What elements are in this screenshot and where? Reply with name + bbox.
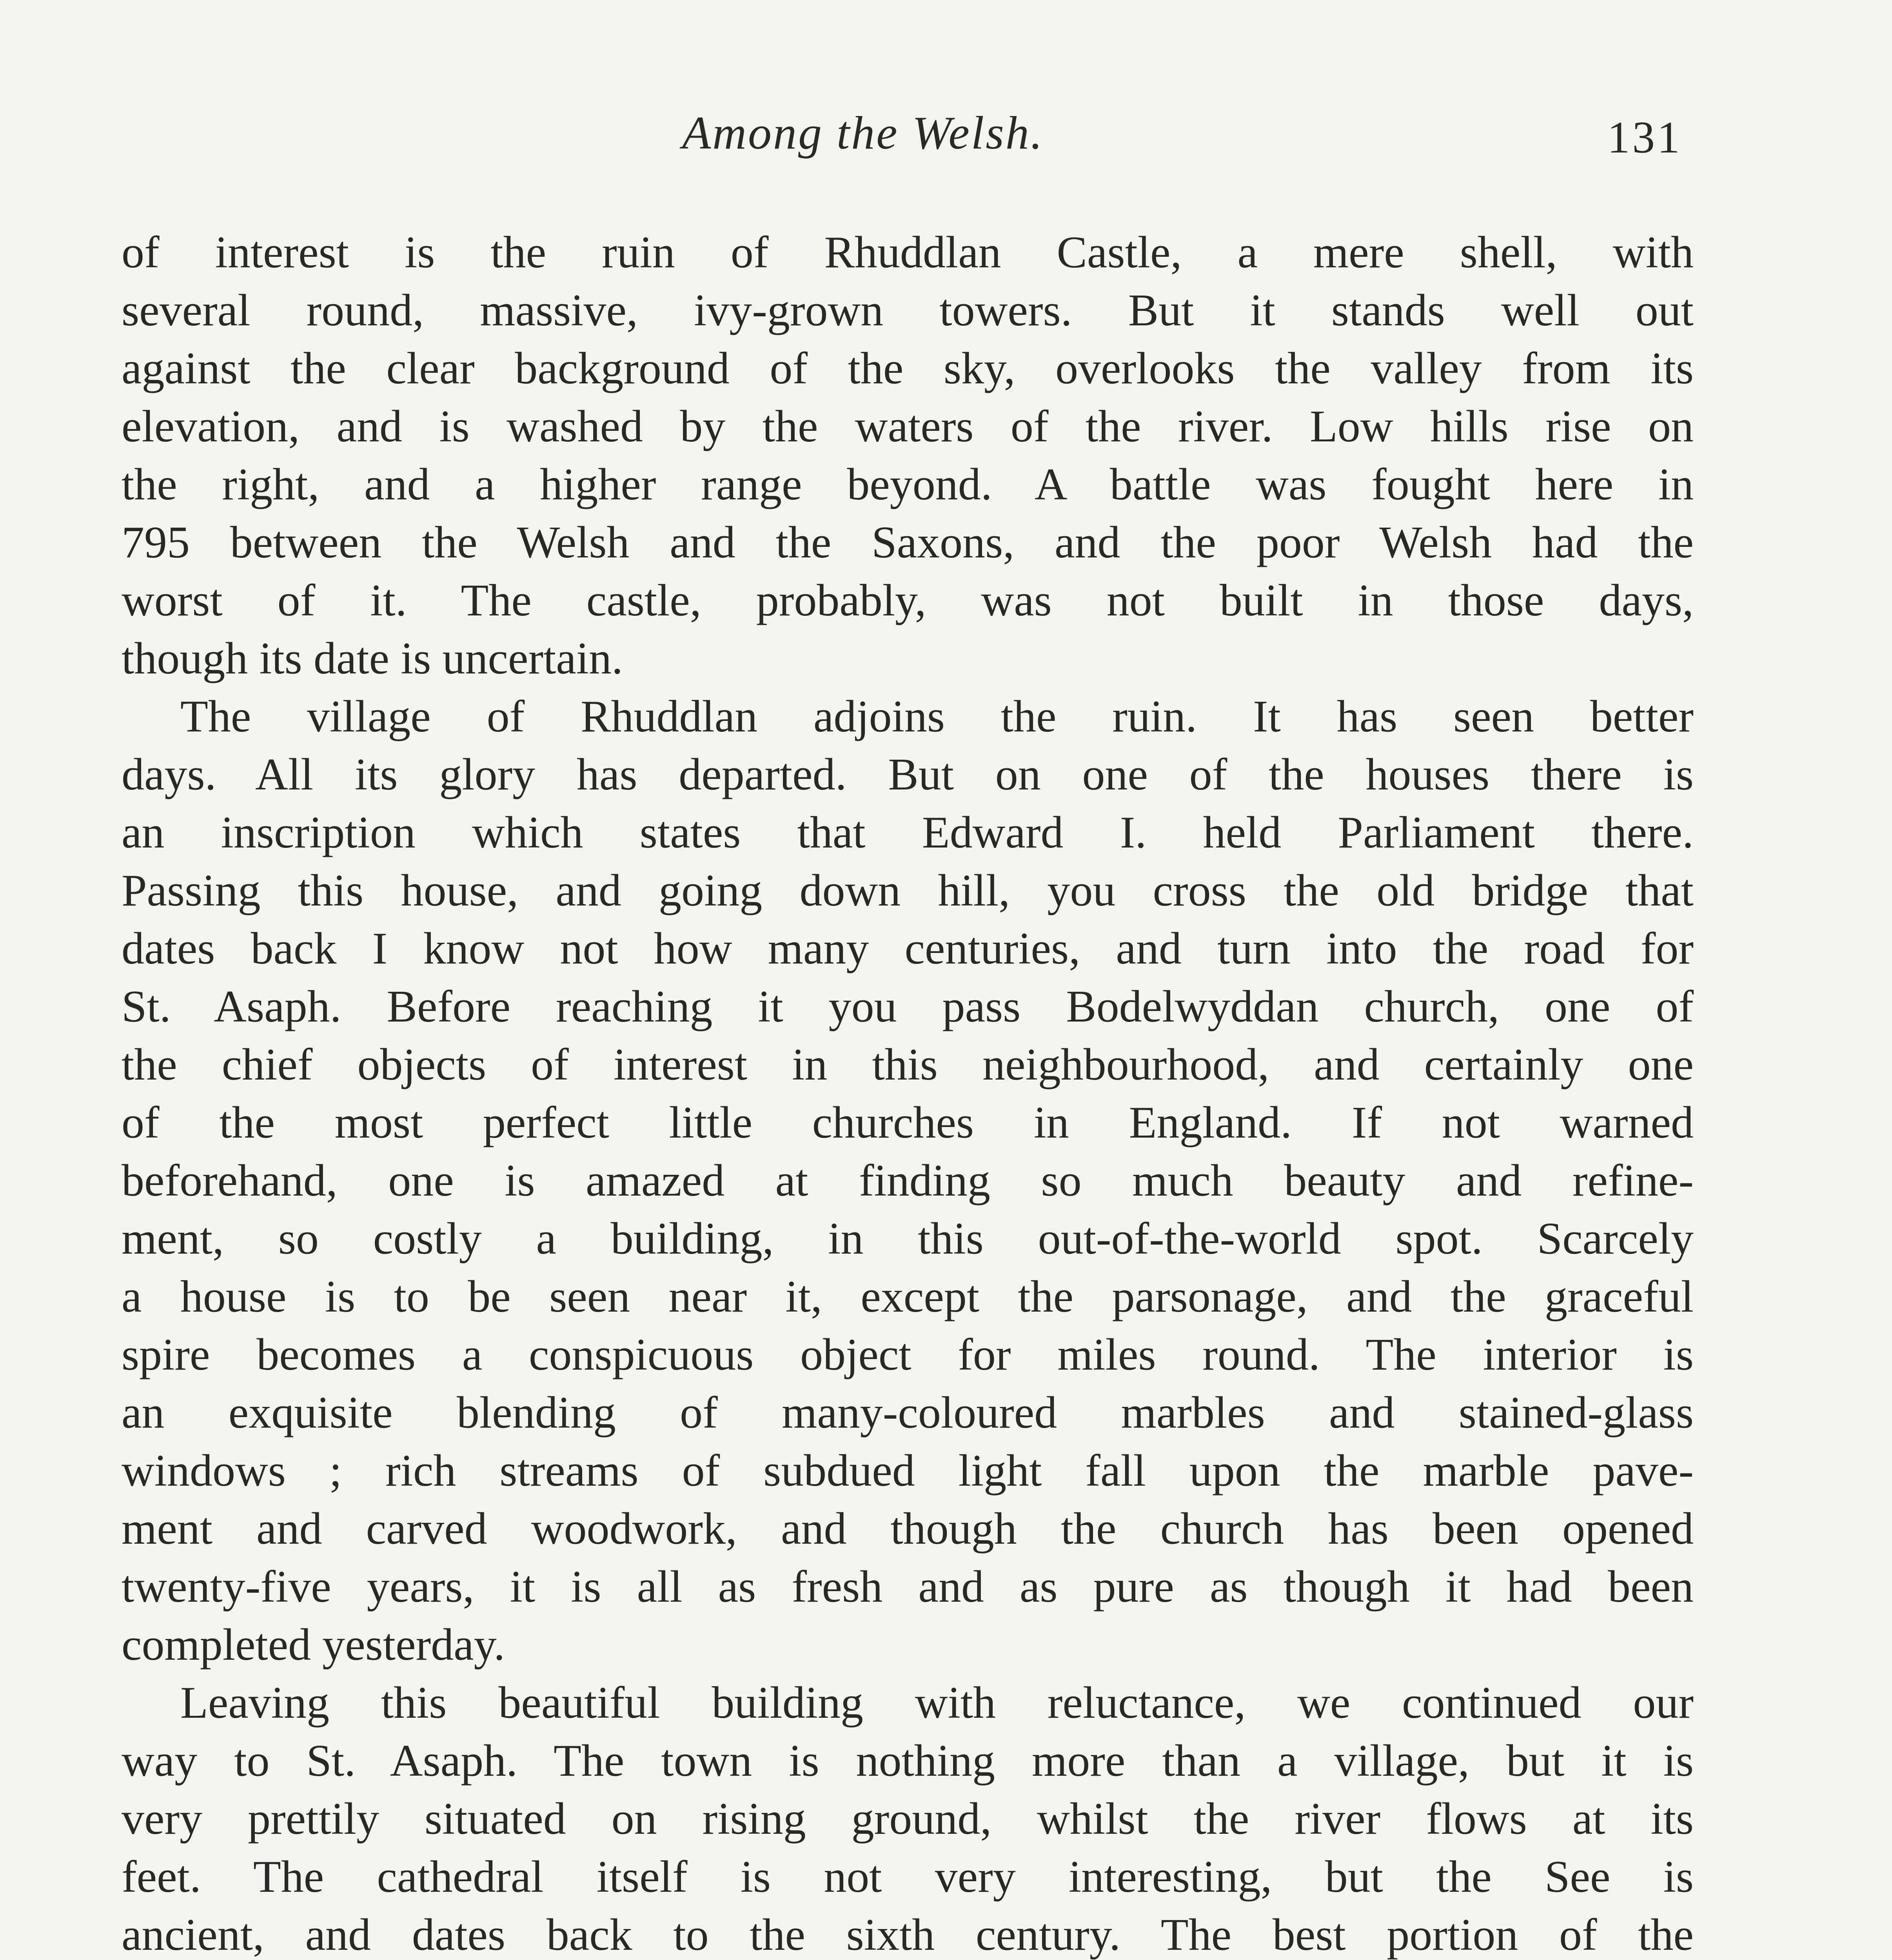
text-line: twenty-five years, it is all as fresh and as pure as though it had been xyxy=(122,1562,1694,1612)
text-line: feet. The cathedral itself is not very interesting, but the See is xyxy=(122,1852,1694,1902)
text-line: a house is to be seen near it, except the parsonage, and the graceful xyxy=(122,1272,1694,1322)
text-line: Passing this house, and going down hill, you cross the old bridge that xyxy=(122,866,1694,916)
text-line: ancient, and dates back to the sixth century. The best portion of the xyxy=(122,1910,1694,1960)
text-line: spire becomes a conspicuous object for miles round. The interior is xyxy=(122,1330,1694,1380)
text-line: St. Asaph. Before reaching it you pass Bodelwyddan church, one of xyxy=(122,982,1694,1032)
text-line: though its date is uncertain. xyxy=(122,633,623,684)
text-line: beforehand, one is amazed at finding so much beauty and refine- xyxy=(122,1156,1694,1206)
text-line: against the clear background of the sky, overlooks the valley from its xyxy=(122,343,1694,394)
text-line: of interest is the ruin of Rhuddlan Castle, a mere shell, with xyxy=(122,227,1694,278)
text-line: the chief objects of interest in this neighbourhood, and certainly one xyxy=(122,1040,1694,1090)
text-line: way to St. Asaph. The town is nothing more than a village, but it is xyxy=(122,1736,1694,1786)
text-line: of the most perfect little churches in England. If not warned xyxy=(122,1098,1694,1148)
body-text xyxy=(122,223,1694,1960)
text-line: ment and carved woodwork, and though the church has been opened xyxy=(122,1504,1694,1554)
text-line: an exquisite blending of many-coloured marbles and stained-glass xyxy=(122,1388,1694,1438)
page-number: 131 xyxy=(1607,113,1682,162)
running-title: Among the Welsh. xyxy=(682,107,1044,159)
text-line: The village of Rhuddlan adjoins the ruin. It has seen better xyxy=(180,691,1694,742)
text-line: days. All its glory has departed. But on one of the houses there is xyxy=(122,750,1694,800)
text-line: Leaving this beautiful building with reluctance, we continued our xyxy=(180,1678,1694,1728)
text-line: elevation, and is washed by the waters of the river. Low hills rise on xyxy=(122,401,1694,452)
text-line: 795 between the Welsh and the Saxons, and the poor Welsh had the xyxy=(122,517,1694,568)
text-line: dates back I know not how many centuries, and turn into the road for xyxy=(122,924,1694,974)
text-line: windows ; rich streams of subdued light fall upon the marble pave- xyxy=(122,1446,1694,1496)
text-line: worst of it. The castle, probably, was not built in those days, xyxy=(122,575,1694,626)
text-line: an inscription which states that Edward I. held Parliament there. xyxy=(122,808,1694,858)
text-line: several round, massive, ivy-grown towers. But it stands well out xyxy=(122,285,1694,336)
text-line: completed yesterday. xyxy=(122,1620,505,1670)
text-line: very prettily situated on rising ground, whilst the river flows at its xyxy=(122,1794,1694,1844)
text-line: ment, so costly a building, in this out-of-the-world spot. Scarcely xyxy=(122,1214,1694,1264)
text-line: the right, and a higher range beyond. A battle was fought here in xyxy=(122,459,1694,510)
